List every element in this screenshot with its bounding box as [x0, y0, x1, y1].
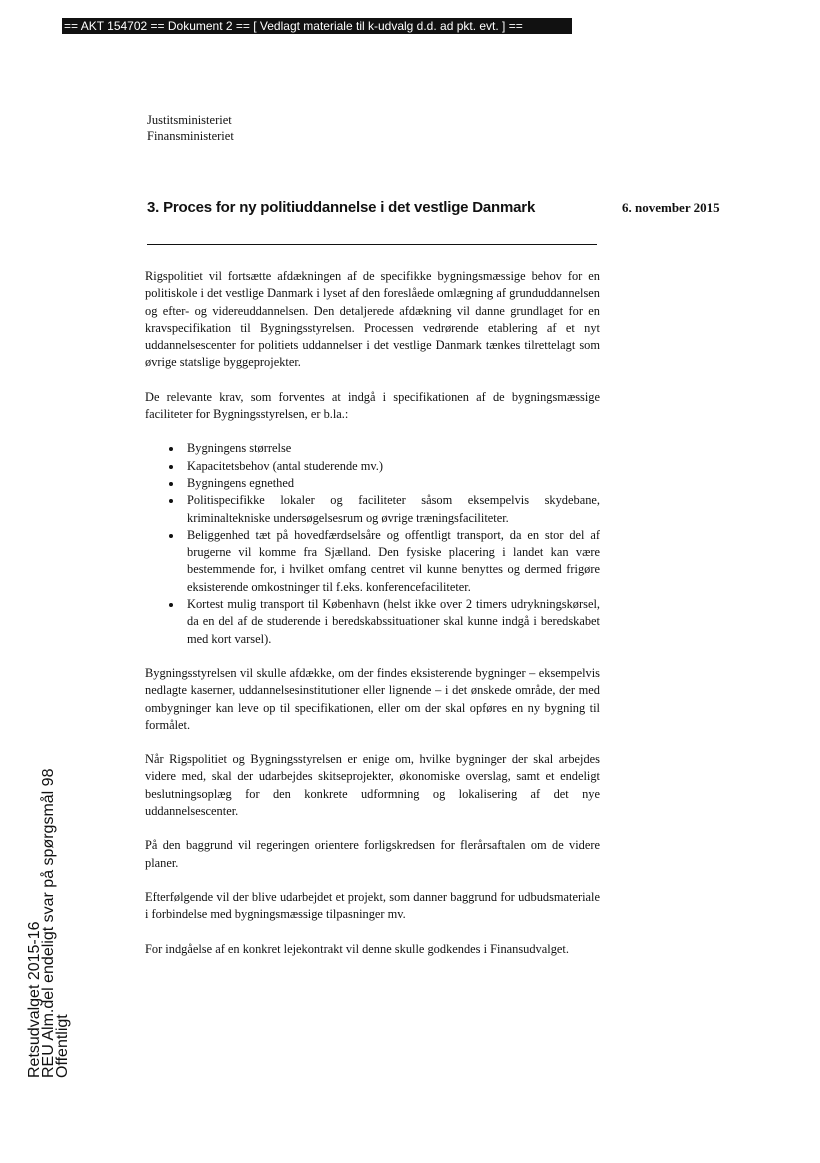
side-stamp-line: Retsudvalget 2015-16: [26, 921, 43, 1078]
paragraph-agreement: Når Rigspolitiet og Bygningsstyrelsen er enige om, hvilke bygninger der skal arbejdes videre med, skal der udarbejdes skitseprojekter, økonomiske overslag, samt et endeligt beslutningsoplæg for den konkrete udformning og lokalisering af det nye uddannelsescenter.: [145, 752, 600, 819]
list-item: • Beliggenhed tæt på hovedfærdselsåre og offentligt transport, da en stor del af brugerne vil komme fra Sjælland. Den fysiske placering i landet kan være bestemmende for, i hvilket omfang centret vil kunne benyttes og dermed frigøre eksisterende omkostninger til f.eks. konferencefaciliteter.: [183, 527, 600, 596]
title-divider: [147, 244, 597, 245]
paragraph-intro: Rigspolitiet vil fortsætte afdækningen af de specifikke bygningsmæssige behov for en politiskole i det vestlige Danmark i lyset af den foreslåede omlægning af grunduddannelsen og efter- og videreuddannelsen. Den detaljerede afdækning vil danne grundlaget for en kravspecifikation til Bygningsstyrelsen. Processen vedrørende etablering af et nyt uddannelsescenter for politiets uddannelser i det vestlige Danmark tænkes tilrettelagt som øvrige statslige byggeprojekter.: [145, 269, 600, 370]
list-item: • Politispecifikke lokaler og faciliteter såsom eksempelvis skydebane, kriminaltekniske undersøgelsesrum og øvrige træningsfaciliteter.: [183, 492, 600, 527]
document-header-bar: == AKT 154702 == Dokument 2 == [ Vedlagt materiale til k-udvalg d.d. ad pkt. evt. ] ==: [62, 18, 572, 34]
list-item: • Bygningens størrelse: [183, 440, 600, 457]
paragraph-project: Efterfølgende vil der blive udarbejdet et projekt, som danner baggrund for udbudsmateriale i forbindelse med bygningsmæssige tilpasninger mv.: [145, 889, 600, 922]
document-title: 3. Proces for ny politiuddannelse i det vestlige Danmark: [147, 199, 536, 216]
document-date: 6. november 2015: [622, 200, 720, 215]
list-item: • Kortest mulig transport til København (helst ikke over 2 timers udrykningskørsel, da en del af de studerende i beredskabssituationer skal kunne indgå i beredskabet med kort varsel).: [183, 596, 600, 648]
side-stamp: [28, 769, 70, 1078]
document-body: [145, 268, 600, 975]
list-item: • Bygningens egnethed: [183, 475, 600, 492]
ministry-justice: Justitsministeriet: [147, 113, 232, 127]
paragraph-building-agency: Bygningsstyrelsen vil skulle afdække, om der findes eksisterende bygninger – eksempelvis nedlagte kaserner, uddannelsesinstitutioner eller lignende – i det ønskede område, der med ombygninger kan leve op til specifikationen, eller om der skal opføres en ny bygning til formålet.: [145, 665, 600, 732]
list-item: • Kapacitetsbehov (antal studerende mv.): [183, 458, 600, 475]
paragraph-government: På den baggrund vil regeringen orientere forligskredsen for flerårsaftalen om de videre planer.: [145, 838, 600, 870]
side-stamp-line: Offentligt: [54, 1014, 71, 1078]
ministry-finance: Finansministeriet: [147, 129, 234, 143]
paragraph-requirements: De relevante krav, som forventes at indgå i specifikationen af de bygningsmæssige faciliteter for Bygningsstyrelsen, er b.la.:: [145, 389, 600, 422]
paragraph-lease: For indgåelse af en konkret lejekontrakt vil denne skulle godkendes i Finansudvalget.: [145, 941, 569, 956]
side-stamp-line: REU Alm.del endeligt svar på spørgsmål 98: [40, 768, 57, 1078]
requirements-list: [145, 440, 600, 648]
ministries-block: [147, 112, 234, 144]
